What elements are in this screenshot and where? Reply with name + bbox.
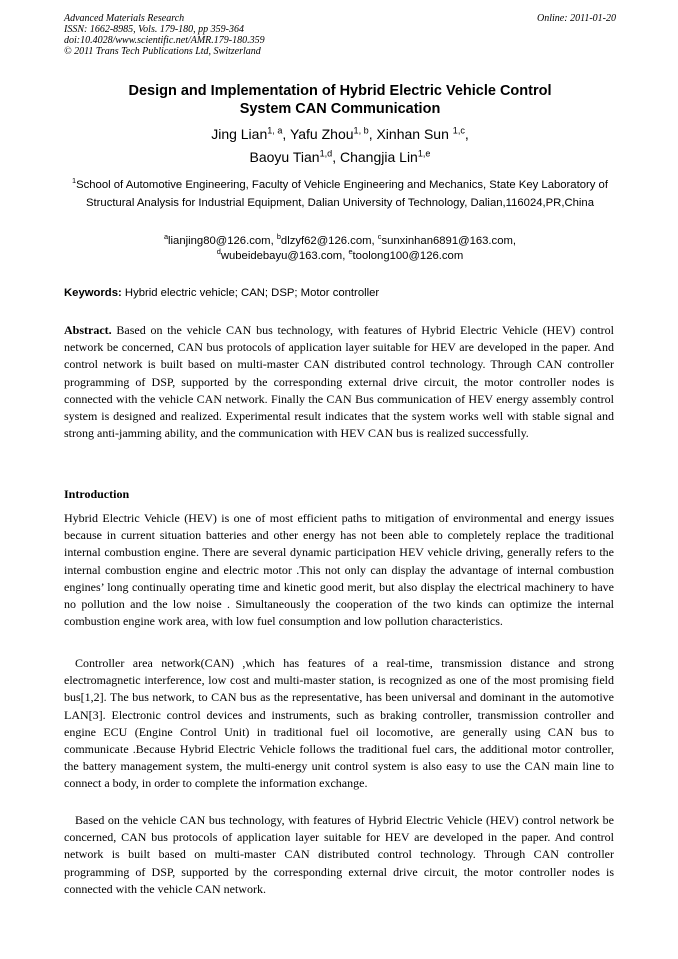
author-emails	[64, 234, 616, 264]
intro-paragraph-2: Controller area network(CAN) ,which has features of a real-time, transmission distance and strong electromagnetic interference, low cost and multi-master station, is recognized as one of the most promising field bus[1,2]. The bus network, to CAN bus as the representative, has been universal and dominant in the automotive LAN[3]. Electronic control devices and instruments, such as braking controller, transmission controller and engine ECU (Engine Control Unit) in traditional fuel oil locomotive, are generally using CAN bus to communicate .Because Hybrid Electric Vehicle follows the traditional fuel cars, the additional motor controller, the battery management system, the multi-energy unit control system is also easy to use the CAN main line to connect a body, in order to complete the information exchange.	[64, 656, 614, 791]
issn-line: ISSN: 1662-8985, Vols. 179-180, pp 359-364	[64, 24, 244, 35]
email-sup: b	[276, 232, 281, 242]
title-line-1: Design and Implementation of Hybrid Electric Vehicle Control	[128, 83, 552, 99]
keywords-label: Keywords:	[64, 287, 122, 299]
email-d[interactable]: wubeidebayu@163.com,	[220, 250, 349, 262]
author-name: Xinhan Sun	[376, 126, 453, 142]
author-name: Changjia Lin	[340, 149, 418, 165]
title-line-2: System CAN Communication	[239, 101, 441, 117]
email-sup: c	[377, 232, 382, 242]
copyright-line: © 2011 Trans Tech Publications Ltd, Switzerland	[64, 46, 261, 57]
affiliation	[70, 176, 610, 212]
intro-paragraph-1: Hybrid Electric Vehicle (HEV) is one of most efficient paths to mitigation of environmental and energy issues because in current situation batteries and other energy has not been able to completely replace the traditional internal combustion engine. There are several dynamic participation HEV vehicle driving, generally refers to the internal combustion engine and electric motor .This not only can display the advantage of internal combustion engines’ long continually operating time and kinetic good merit, but also display the electrical machinery to have no pollution and the low noise . Simultaneously the cooperation of the two kinds can optimize the internal combustion engine work area, with low fuel consumption and low pollution characteristics.	[64, 511, 614, 629]
intro-paragraph-3: Based on the vehicle CAN bus technology, with features of Hybrid Electric Vehicle (HEV) control network be concerned, CAN bus protocols of application layer suitable for HEV are developed in the paper. And control network is built based on multi-master CAN distributed control technology. Through CAN controller programming of DSP, supported by the corresponding external drive circuit, the motor controller nodes is connected with the vehicle CAN network.	[64, 813, 614, 896]
keywords	[64, 287, 616, 299]
author-name: Jing Lian	[211, 126, 268, 142]
author-name: Yafu Zhou	[289, 126, 354, 142]
abstract	[64, 322, 614, 442]
paper-title	[64, 82, 616, 118]
author-name: Baoyu Tian	[249, 149, 320, 165]
author-sup: 1, b	[353, 125, 369, 136]
email-line-2	[64, 249, 616, 264]
introduction-heading: Introduction	[64, 487, 130, 501]
email-c[interactable]: sunxinhan6891@163.com,	[381, 235, 517, 247]
abstract-text: Based on the vehicle CAN bus technology, with features of Hybrid Electric Vehicle (HEV) control network be concerned, CAN bus protocols of application layer suitable for HEV are developed in the paper. And control network is built based on multi-master CAN distributed control technology. Through CAN controller programming of DSP, supported by the corresponding external drive circuit, the motor controller nodes is connected with the vehicle CAN network. Finally the CAN Bus communication of HEV energy assembly control system is designed and realized. Experimental result indicates that the system works well with stable signal and strong anti-jamming ability, and the communication with HEV CAN bus is realized successfully.	[64, 323, 614, 441]
email-a[interactable]: lianjing80@126.com,	[168, 235, 277, 247]
journal-name: Advanced Materials Research	[64, 13, 185, 24]
running-header	[64, 13, 616, 57]
online-date: Online: 2011-01-20	[537, 13, 616, 24]
author-sup: 1,e	[417, 148, 431, 159]
author-list	[64, 123, 616, 169]
author-line-1: Jing Lian$^{1, a}$, Yafu Zhou$^{1, b}$, Xinhan Sun $^{1,c}$,	[211, 125, 469, 142]
email-line-1	[64, 234, 616, 249]
email-sup: a	[163, 232, 169, 242]
email-sup: e	[348, 247, 353, 257]
email-b[interactable]: dlzyf62@126.com,	[280, 235, 378, 247]
author-sup: 1,c	[452, 125, 465, 136]
doi-line: doi:10.4028/www.scientific.net/AMR.179-180.359	[64, 35, 265, 46]
affiliation-sup: 1	[72, 176, 77, 186]
author-line-2: Baoyu Tian$^{1,d}$, Changjia Lin$^{1,e}$	[249, 148, 431, 165]
keywords-text: Hybrid electric vehicle; CAN; DSP; Motor controller	[121, 287, 380, 299]
affiliation-text: School of Automotive Engineering, Faculty of Vehicle Engineering and Mechanics, State Key Laboratory of Structural Analysis for Industrial Equipment, Dalian University of Technology, Dalian,116024,PR,China	[76, 179, 608, 209]
email-e[interactable]: toolong100@126.com	[352, 250, 464, 262]
author-sup: 1, a	[267, 125, 283, 136]
abstract-label: Abstract.	[64, 323, 112, 337]
email-sup: d	[216, 247, 221, 257]
author-sup: 1,d	[319, 148, 333, 159]
